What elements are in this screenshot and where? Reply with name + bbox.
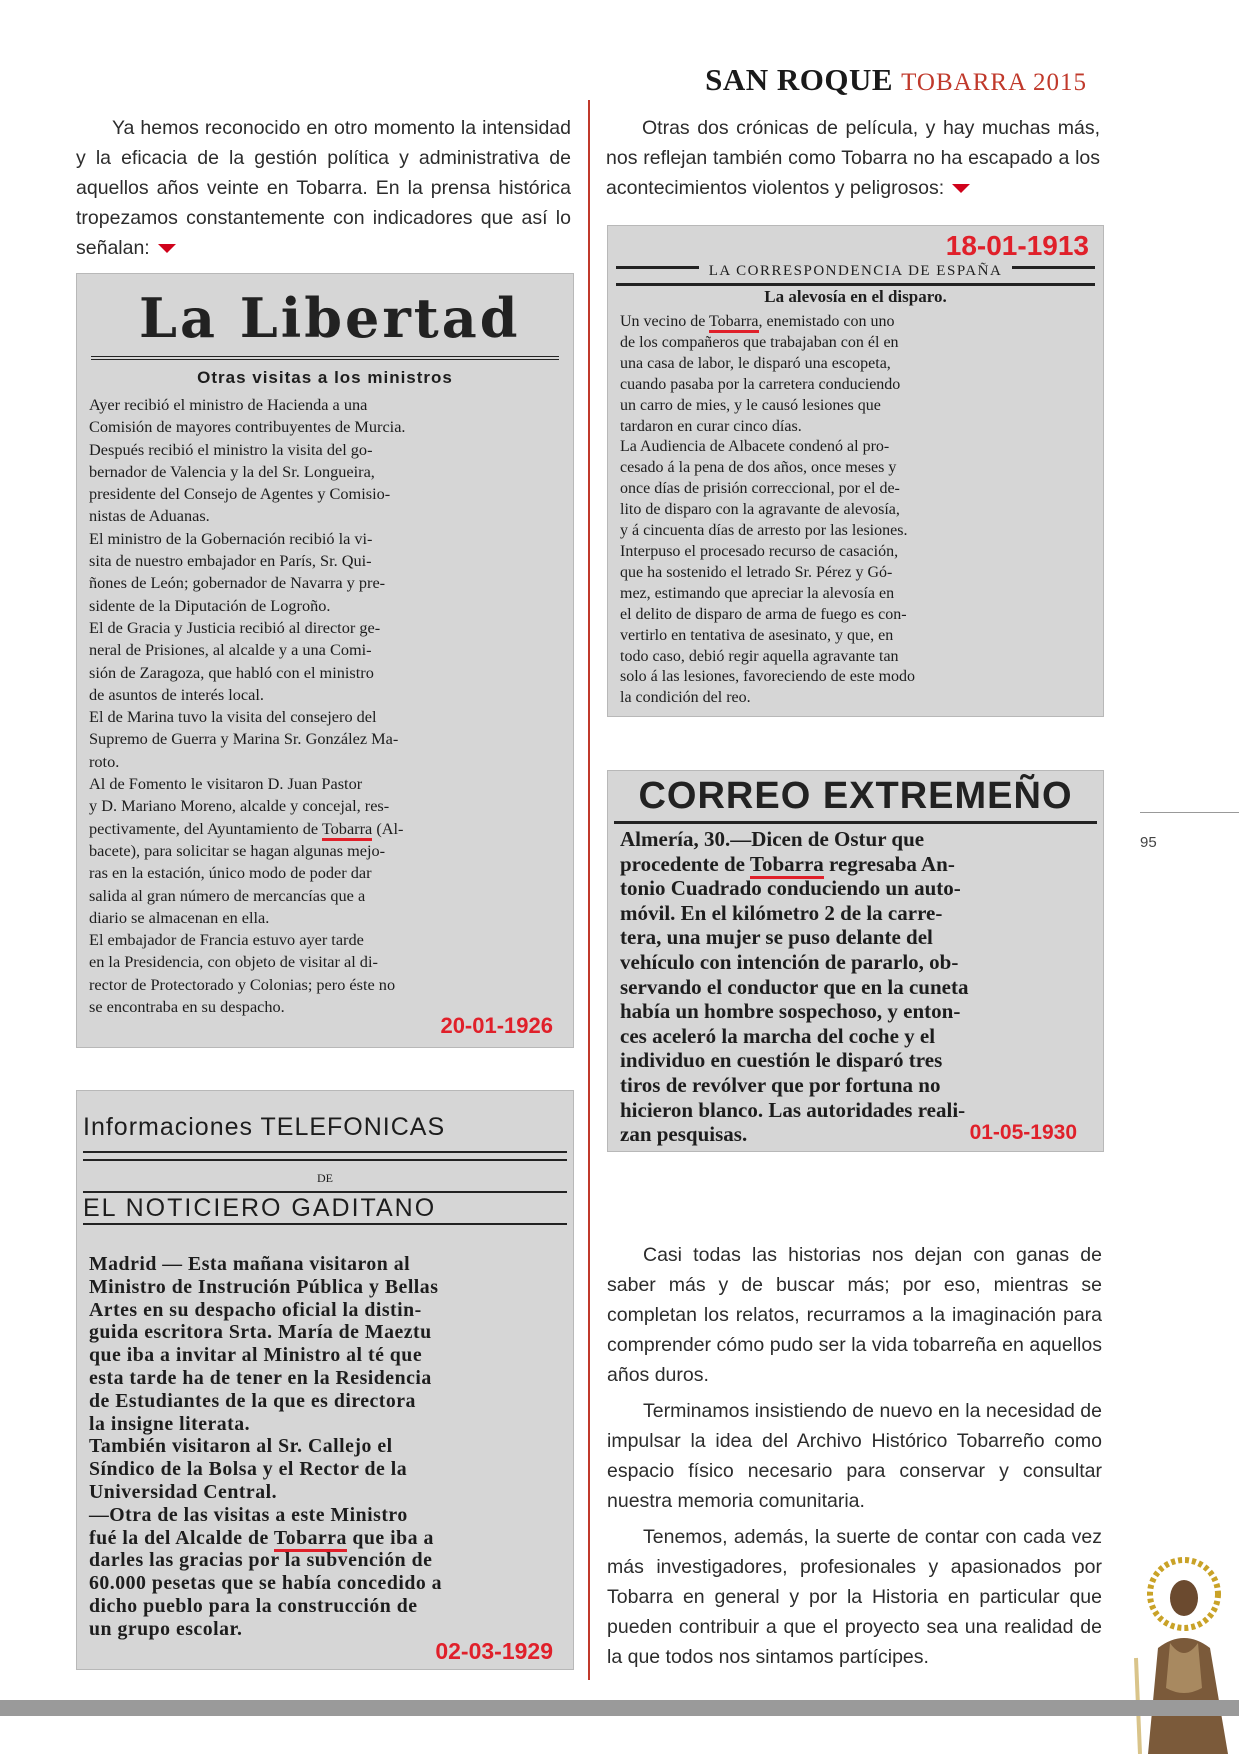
clip-headline: Otras visitas a los ministros [197, 368, 453, 387]
clip-text-line: mez, estimando que apreciar la alevosía en [620, 584, 895, 602]
clip-masthead-top: Informaciones TELEFONICAS [83, 1113, 446, 1141]
clip-text-line: La Audiencia de Albacete condenó al pro- [620, 438, 890, 456]
clip-date: 20-01-1926 [440, 1013, 553, 1038]
clip-text-line: un carro de mies, y le causó lesiones que [620, 396, 881, 414]
clip-text-line: cuando pasaba por la carretera conduciendo [620, 375, 901, 393]
clip-body [77, 1253, 573, 1641]
clip-text-line: tardaron en curar cinco días. [620, 417, 802, 435]
clip-text-line: de Estudiantes de la que es directora [89, 1389, 416, 1412]
clip-text-line: y D. Mariano Moreno, alcalde y concejal, res- [89, 796, 390, 816]
clip-text-line: presidente del Consejo de Agentes y Comisio- [89, 484, 391, 504]
clip-text-line: bernador de Valencia y la del Sr. Longueira, [89, 461, 375, 481]
closing-paragraph: Tenemos, además, la suerte de contar con cada vez más investigadores, profesionales y apasionados por Tobarra en general y por la Historia en particular que pueden contribuir a que el proyecto sea una realidad de la que todos nos sintamos partícipes. [607, 1526, 1102, 1668]
highlighted-word: Tobarra [322, 819, 372, 841]
clip-text-line: hicieron blanco. Las autoridades reali- [620, 1097, 966, 1122]
clip-text-line: tiros de revólver que por fortuna no [620, 1072, 941, 1097]
column-divider [588, 100, 590, 1680]
right-intro-text: Otras dos crónicas de película, y hay muchas más, nos reflejan también como Tobarra no ha escapado a los acontecimientos violentos y peligrosos: [606, 117, 1100, 199]
clip-body [608, 827, 1103, 1147]
clip-text-line: individuo en cuestión le disparó tres [620, 1048, 943, 1073]
clip-text-line: El ministro de la Gobernación recibió la vi- [89, 528, 373, 548]
clip-text-line: procedente de Tobarra regresaba An- [620, 852, 1091, 877]
arrow-down-icon [952, 184, 970, 193]
clip-text-line: una casa de labor, le disparó una escopeta, [620, 354, 891, 372]
clip-rule [83, 1151, 567, 1161]
highlighted-word: Tobarra [709, 313, 759, 333]
clip-masthead: La Libertad [139, 286, 521, 350]
closing-paragraph: Casi todas las historias nos dejan con ganas de saber más y de buscar más; por eso, mientras se completan los relatos, recurramos a la imaginación para comprender cómo pudo ser la vida tobarreña en aquellos años duros. [607, 1244, 1102, 1386]
clip-text-line: ces aceleró la marcha del coche y el [620, 1023, 936, 1048]
clip-masthead: CORREO EXTREMEÑO [638, 775, 1073, 817]
clip-text-line: ras en la estación, único modo de poder dar [89, 863, 372, 883]
closing-paragraph: Terminamos insistiendo de nuevo en la necesidad de impulsar la idea del Archivo Histórico Tobarreño como espacio físico necesario para conservar y consultar nuestra memoria comunitaria. [607, 1400, 1102, 1512]
clip-text-line: sita de nuestro embajador en París, Sr. Qui- [89, 551, 372, 571]
clip-text-line: servando el conductor que en la cuneta [620, 974, 969, 999]
clip-text-line: Interpuso el procesado recurso de casación, [620, 542, 899, 560]
clip-masthead-area [91, 284, 559, 360]
clip-masthead-area [614, 775, 1097, 824]
clip-text-line: móvil. En el kilómetro 2 de la carre- [620, 900, 943, 925]
page-number-rule [1140, 812, 1239, 813]
right-closing [607, 1240, 1102, 1678]
clip-masthead-bottom: EL NOTICIERO GADITANO [83, 1191, 567, 1225]
header-title: SAN ROQUE [705, 62, 894, 97]
clip-text-line: Ayer recibió el ministro de Hacienda a una [89, 395, 368, 414]
clip-date: 02-03-1929 [435, 1638, 553, 1664]
clip-text-line: dicho pueblo para la construcción de [89, 1594, 418, 1617]
clip-text-line: bacete), para solicitar se hagan algunas mejo- [89, 840, 386, 860]
clip-masthead-wrap [608, 262, 1103, 280]
clip-text-line: El de Marina tuvo la visita del consejero del [89, 707, 377, 727]
clip-text-line: Almería, 30.—Dicen de Ostur que [620, 827, 925, 851]
head-shape [1170, 1580, 1198, 1616]
clip-text-line: de asuntos de interés local. [89, 684, 264, 704]
clip-text-line: solo á las lesiones, favoreciendo de este modo [620, 668, 916, 686]
clip-text-line: darles las gracias por la subvención de [89, 1549, 433, 1572]
clip-text-line: sidente de la Diputación de Logroño. [89, 595, 331, 615]
clip-text-line: Madrid — Esta mañana visitaron al [89, 1253, 411, 1275]
clip-text-line: 60.000 pesetas que se había concedido a [89, 1572, 443, 1595]
clip-text-line: El embajador de Francia estuvo ayer tarde [89, 930, 364, 950]
clip-text-line: Al de Fomento le visitaron D. Juan Pastor [89, 774, 363, 794]
clip-text-line: once días de prisión correccional, por el de- [620, 480, 900, 498]
clip-text-line: salida al gran número de mercancías que a [89, 885, 366, 905]
clipping-la-libertad [76, 273, 574, 1048]
clip-text-line: tonio Cuadrado conduciendo un auto- [620, 876, 961, 901]
saint-roque-image [1118, 1548, 1239, 1754]
clip-text-line: Después recibió el ministro la visita del go- [89, 439, 373, 459]
clip-text-line: Síndico de la Bolsa y el Rector de la [89, 1458, 408, 1481]
clip-text-line: que iba a invitar al Ministro al té que [89, 1344, 423, 1367]
clip-text-line: la condición del reo. [620, 689, 751, 707]
left-intro-text: Ya hemos reconocido en otro momento la intensidad y la eficacia de la gestión política y administrativa de aquellos años veinte en Tobarra. En la prensa histórica tropezamos constantemente con indicadores que así lo señalan: [76, 117, 571, 259]
clip-text-line: que ha sostenido el letrado Sr. Pérez y Gó- [620, 563, 893, 581]
running-header [705, 62, 1087, 98]
clip-text-line: Supremo de Guerra y Marina Sr. González Ma- [89, 729, 399, 749]
clip-masthead-de: DE [311, 1171, 339, 1185]
clip-text-line: Universidad Central. [89, 1480, 278, 1503]
clip-text-line: cesado á la pena de dos años, once meses y [620, 459, 897, 477]
clip-text-line: nistas de Aduanas. [89, 506, 210, 526]
clip-text-line: diario se almacenan en ella. [89, 907, 270, 927]
clip-masthead-de-wrap [77, 1171, 573, 1186]
clip-text-line: la insigne literata. [89, 1412, 251, 1435]
clip-date: 18-01-1913 [945, 230, 1089, 261]
clip-body [77, 394, 573, 1018]
clip-text-line: el delito de disparo de arma de fuego es con- [620, 605, 907, 623]
clip-text-line: de los compañeros que trabajaban con él en [620, 333, 899, 351]
clipping-la-correspondencia [607, 225, 1104, 717]
clip-text-line: sión de Zaragoza, que habló con el ministro [89, 662, 374, 682]
clip-text-line: fué la del Alcalde de Tobarra que iba a [89, 1527, 561, 1550]
clip-text-line: en la Presidencia, con objeto de visitar al di- [89, 952, 378, 972]
highlighted-word: Tobarra [274, 1527, 347, 1552]
clip-text-line: tera, una mujer se puso delante del [620, 925, 933, 950]
clip-text-line: Ministro de Instrución Pública y Bellas [89, 1275, 439, 1298]
right-intro [606, 113, 1100, 209]
arrow-down-icon [158, 244, 176, 253]
clip-text-line: vehículo con intención de pararlo, ob- [620, 949, 959, 974]
clip-text-line: pectivamente, del Ayuntamiento de Tobarra (Al- [89, 818, 561, 840]
clip-date: 01-05-1930 [969, 1121, 1077, 1144]
clip-text-line: un grupo escolar. [89, 1617, 243, 1640]
clip-text-line: ñones de León; gobernador de Navarra y pre- [89, 573, 386, 593]
clip-text-line: vertirlo en tentativa de asesinato, y que, en [620, 626, 894, 644]
clip-text-line: Un vecino de Tobarra, enemistado con uno [620, 312, 1091, 333]
clip-text-line: y á cincuenta días de arresto por las lesiones. [620, 522, 908, 540]
highlighted-word: Tobarra [750, 852, 824, 879]
clip-body [608, 312, 1103, 709]
page-number: 95 [1140, 834, 1157, 851]
clip-text-line: El de Gracia y Justicia recibió al director ge- [89, 617, 381, 637]
clip-text-line: También visitaron al Sr. Callejo el [89, 1435, 393, 1458]
clipping-noticiero-gaditano [76, 1090, 574, 1670]
clip-text-line: zan pesquisas. [620, 1122, 748, 1147]
clip-headline: La alevosía en el disparo. [764, 287, 947, 306]
clip-text-line: Artes en su despacho oficial la distin- [89, 1298, 422, 1321]
clip-text-line: había un hombre sospechoso, y enton- [620, 999, 961, 1024]
clip-text-line: —Otra de las visitas a este Ministro [89, 1503, 408, 1526]
clip-text-line: neral de Prisiones, al alcalde y a una Comi- [89, 640, 372, 660]
clip-text-line: roto. [89, 751, 120, 771]
clip-text-line: todo caso, debió regir aquella agravante tan [620, 647, 899, 665]
clip-masthead: LA CORRESPONDENCIA DE ESPAÑA [699, 263, 1013, 279]
header-subtitle: TOBARRA 2015 [901, 69, 1087, 96]
clip-text-line: esta tarde ha de tener en la Residencia [89, 1366, 432, 1389]
clip-text-line: se encontraba en su despacho. [89, 997, 285, 1017]
footer-bar [0, 1700, 1239, 1716]
clip-text-line: rector de Protectorado y Colonias; pero éste no [89, 974, 396, 994]
left-intro [76, 113, 571, 269]
clip-text-line: lito de disparo con la agravante de alevosía, [620, 501, 900, 519]
clipping-correo-extremeno [607, 770, 1104, 1152]
clip-text-line: guida escritora Srta. María de Maeztu [89, 1321, 432, 1344]
clip-text-line: Comisión de mayores contribuyentes de Murcia. [89, 417, 406, 437]
